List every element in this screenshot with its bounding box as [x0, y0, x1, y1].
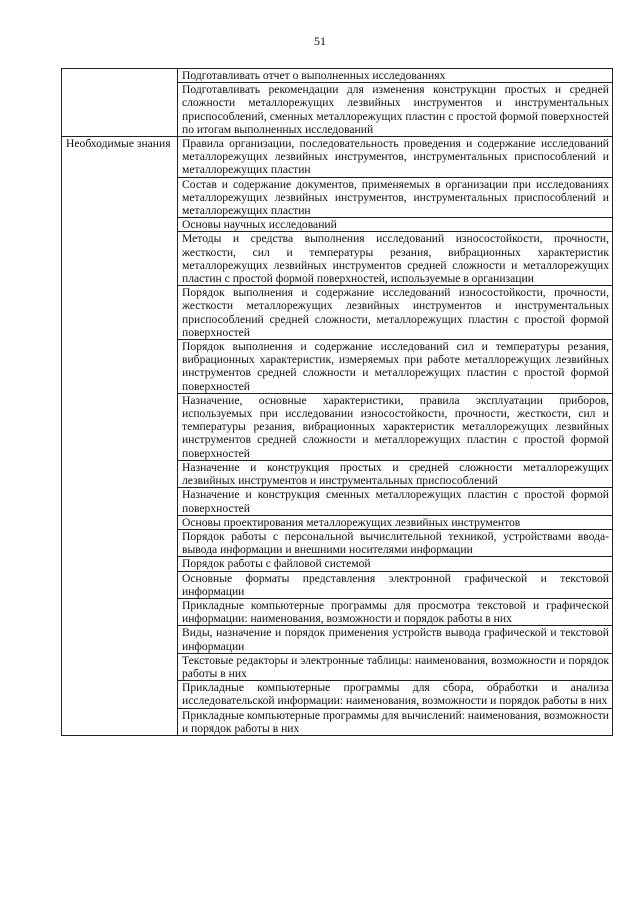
row-text-cell: Подготавливать рекомендации для изменения конструкции простых и средней сложности металлорежущих лезвийных инструментов и инструментальных приспособлений, сменных металлорежущих пластин с простой формой поверхностей по итогам выполненных исследований	[178, 83, 613, 137]
row-text-cell: Состав и содержание документов, применяемых в организации при исследованиях металлорежущих лезвийных инструментов, инструментальных приспособлений и металлорежущих пластин	[178, 177, 613, 218]
row-text-cell: Порядок выполнения и содержание исследований сил и температуры резания, вибрационных характеристик, измеряемых при работе металлорежущих лезвийных инструментов средней сложности и металлорежущих пластин с простой формой поверхностей	[178, 340, 613, 394]
row-text-cell: Назначение и конструкция сменных металлорежущих пластин с простой формой поверхностей	[178, 488, 613, 515]
requirements-table	[61, 68, 613, 736]
row-label-cell	[62, 69, 178, 137]
table-row	[62, 137, 613, 178]
table-row	[62, 69, 613, 83]
row-text-cell: Назначение, основные характеристики, правила эксплуатации приборов, используемых при исследовании износостойкости, прочности, жесткости, сил и температуры резания, вибрационных характеристик металлорежущих лезвийных инструментов средней сложности и металлорежущих пластин с простой формой поверхностей	[178, 393, 613, 460]
row-text-cell: Правила организации, последовательность проведения и содержание исследований металлорежущих лезвийных инструментов, инструментальных приспособлений и металлорежущих пластин	[178, 137, 613, 178]
row-text-cell: Прикладные компьютерные программы для просмотра текстовой и графической информации: наименования, возможности и порядок работы в них	[178, 598, 613, 625]
row-text-cell: Основы проектирования металлорежущих лезвийных инструментов	[178, 515, 613, 529]
row-text-cell: Основы научных исследований	[178, 218, 613, 232]
row-text-cell: Виды, назначение и порядок применения устройств вывода графической и текстовой информации	[178, 626, 613, 653]
row-text-cell: Основные форматы представления электронной графической и текстовой информации	[178, 571, 613, 598]
row-label-cell: Необходимые знания	[62, 137, 178, 736]
row-text-cell: Назначение и конструкция простых и средней сложности металлорежущих лезвийных инструментов и инструментальных приспособлений	[178, 460, 613, 487]
row-text-cell: Прикладные компьютерные программы для вычислений: наименования, возможности и порядок работы в них	[178, 708, 613, 735]
row-text-cell: Текстовые редакторы и электронные таблицы: наименования, возможности и порядок работы в них	[178, 653, 613, 680]
row-text-cell: Подготавливать отчет о выполненных исследованиях	[178, 69, 613, 83]
row-text-cell: Порядок работы с персональной вычислительной техникой, устройствами ввода-вывода информации и внешними носителями информации	[178, 529, 613, 556]
row-text-cell: Прикладные компьютерные программы для сбора, обработки и анализа исследовательской информации: наименования, возможности и порядок работы в них	[178, 681, 613, 708]
page-number: 51	[314, 34, 326, 48]
row-text-cell: Методы и средства выполнения исследований износостойкости, прочности, жесткости, сил и температуры резания, вибрационных характеристик металлорежущих лезвийных инструментов средней сложности и металлорежущих пластин с простой формой поверхностей, используемые в организации	[178, 232, 613, 286]
row-text-cell: Порядок работы с файловой системой	[178, 557, 613, 571]
row-text-cell: Порядок выполнения и содержание исследований износостойкости, прочности, жесткости металлорежущих лезвийных инструментов и инструментальных приспособлений средней сложности, металлорежущих пластин с простой формой поверхностей	[178, 286, 613, 340]
